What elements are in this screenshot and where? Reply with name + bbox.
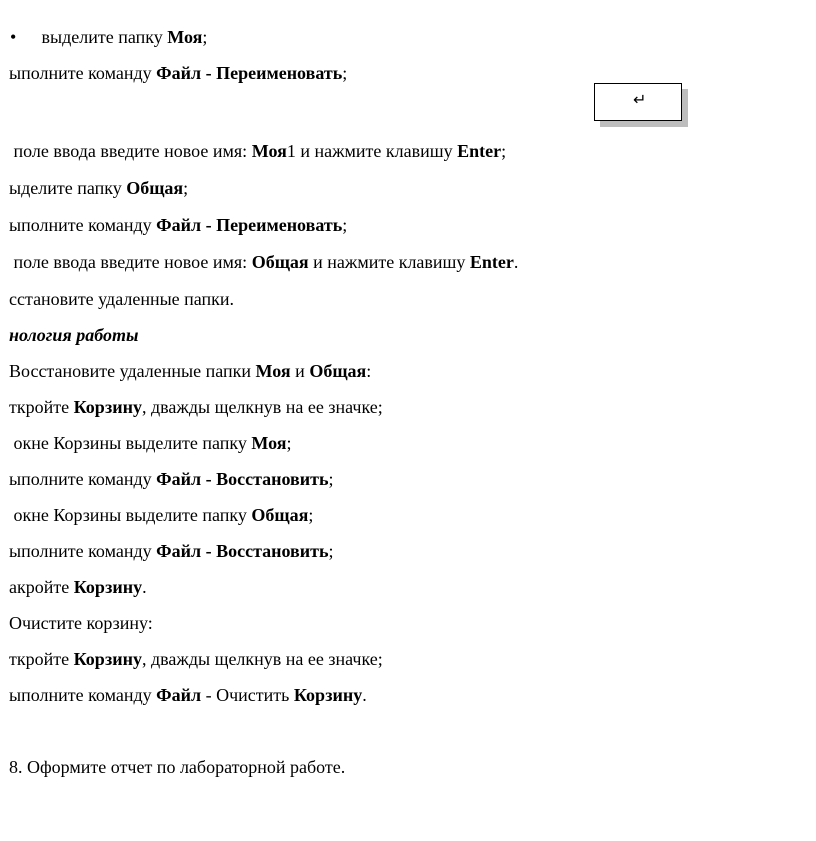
enter-key-icon — [594, 83, 682, 121]
step-restore-command-2: ыполните команду Файл - Восстановить; — [9, 541, 334, 561]
bullet-dot: • — [10, 27, 17, 47]
step-open-recycle-bin-2: ткройте Корзину, дважды щелкнув на ее значке; — [9, 649, 383, 669]
step-select-obshchaya: ыделите папку Общая; — [9, 178, 189, 198]
task-write-report: 8. Оформите отчет по лабораторной работе. — [9, 757, 346, 777]
step-enter-new-name-obshchaya: поле ввода введите новое имя: Общая и нажмите клавишу Enter. — [9, 252, 519, 272]
task-restore-folders: сстановите удаленные папки. — [9, 289, 235, 309]
step-open-recycle-bin: ткройте Корзину, дважды щелкнув на ее значке; — [9, 397, 383, 417]
step-select-obshchaya-in-bin: окне Корзины выделите папку Общая; — [9, 505, 314, 525]
step-empty-command: ыполните команду Файл - Очистить Корзину. — [9, 685, 367, 705]
step-restore-folders: Восстановите удаленные папки Моя и Общая: — [9, 361, 372, 381]
step-enter-new-name-moya1: поле ввода введите новое имя: Моя1 и нажмите клавишу Enter; — [9, 141, 507, 161]
task-empty-recycle-bin: Очистите корзину: — [9, 613, 153, 633]
section-heading-technology: нология работы — [9, 325, 139, 345]
step-rename-command-2: ыполните команду Файл - Переименовать; — [9, 215, 348, 235]
step-select-moya-in-bin: окне Корзины выделите папку Моя; — [9, 433, 292, 453]
step-close-recycle-bin: акройте Корзину. — [9, 577, 147, 597]
bullet-line-select-moya: • выделите папку Моя; — [10, 27, 208, 47]
return-arrow-icon: ↵ — [633, 90, 647, 109]
step-restore-command: ыполните команду Файл - Восстановить; — [9, 469, 334, 489]
step-rename-command: ыполните команду Файл - Переименовать; — [9, 63, 348, 83]
